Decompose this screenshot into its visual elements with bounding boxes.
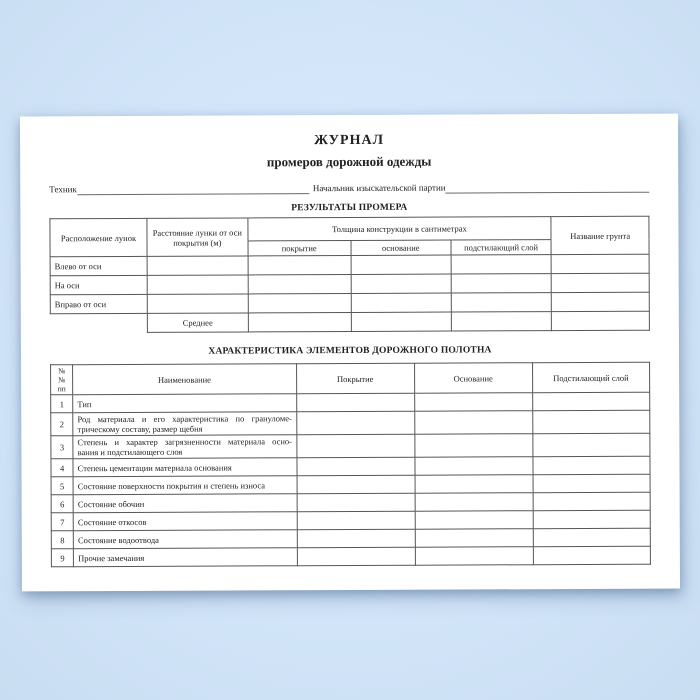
empty-cell (414, 393, 532, 412)
characteristics-table-body (51, 392, 651, 567)
row-name (73, 458, 296, 477)
col-underlayer-header: Подстилающий слой (532, 362, 650, 393)
row-label-on-axis: На оси (50, 275, 147, 294)
empty-cell (297, 457, 415, 476)
col-coating-header: Покрытие (296, 363, 414, 394)
col-base-header: Основание (414, 363, 532, 394)
row-name-line: Степень цементации материала основания (77, 462, 232, 473)
chief-label: Начальник изыскательской партии (312, 182, 446, 194)
row-name (73, 435, 297, 459)
row-number: 5 (51, 477, 73, 495)
number-header-line1: №№ (58, 366, 66, 385)
col-location-header: Расположение лунок (50, 218, 147, 256)
measure-section-heading: РЕЗУЛЬТАТЫ ПРОМЕРА (291, 202, 408, 214)
empty-cell (147, 275, 248, 294)
empty-cell (351, 255, 451, 274)
empty-cell (415, 475, 533, 494)
col-name-header: Наименование (73, 364, 297, 395)
row-number: 8 (51, 531, 73, 549)
empty-cell (451, 255, 552, 274)
table-row (51, 433, 650, 459)
table-row (51, 410, 650, 436)
row-name (74, 548, 297, 567)
signature-row (49, 182, 649, 196)
row-name-line: Степень и характер загрязненности материала осно- (77, 436, 292, 448)
row-number: 6 (51, 495, 73, 513)
row-label-left-of-axis: Влево от оси (50, 256, 147, 275)
row-name-line: Тип (77, 398, 92, 409)
table-row (50, 292, 649, 314)
table-row (50, 254, 649, 276)
row-name (73, 412, 297, 436)
empty-cell (552, 292, 650, 311)
average-label: Среднее (147, 313, 248, 332)
empty-cell (533, 528, 650, 547)
subcol-base-header: основание (351, 240, 451, 255)
empty-cell (451, 293, 552, 312)
empty-cell (147, 256, 248, 275)
empty-cell (248, 274, 351, 293)
number-header-line2: пп (57, 384, 66, 394)
row-number: 2 (51, 413, 73, 436)
chief-signature-line (446, 182, 650, 194)
empty-cell (532, 433, 650, 457)
empty-cell (415, 511, 533, 530)
characteristics-table (50, 362, 651, 568)
empty-cell (351, 274, 451, 293)
row-name (73, 530, 296, 549)
row-name-line: Состояние откосов (77, 516, 147, 527)
col-distance-header: Расстояние лунки от оси покрытия (м) (147, 218, 248, 256)
empty-cell (297, 547, 415, 566)
empty-cell (533, 510, 650, 529)
empty-cell (551, 273, 649, 292)
page-title: ЖУРНАЛ (314, 132, 385, 149)
empty-cell (147, 294, 248, 313)
empty-cell (551, 254, 649, 273)
col-thickness-group-header: Толщина конструкции в сантиметрах (248, 217, 552, 241)
empty-cell (297, 493, 415, 512)
row-label-right-of-axis: Вправо от оси (50, 294, 147, 313)
table-row (50, 273, 649, 295)
row-name (73, 394, 296, 413)
row-number: 7 (51, 513, 73, 531)
page-subtitle: промеров дорожной одежды (266, 153, 432, 170)
empty-cell (415, 457, 533, 476)
empty-cell (532, 392, 649, 411)
col-soil-header: Название грунта (551, 216, 649, 254)
empty-cell (297, 529, 415, 548)
technician-signature-line (77, 183, 309, 195)
empty-cell (296, 411, 414, 435)
empty-cell (451, 274, 552, 293)
technician-label: Техник (49, 184, 77, 195)
empty-cell (248, 255, 351, 274)
average-row (50, 311, 649, 333)
characteristics-section-heading: ХАРАКТЕРИСТИКА ЭЛЕМЕНТОВ ДОРОЖНОГО ПОЛОТНА (208, 345, 492, 357)
ghost-cell (50, 313, 147, 332)
empty-cell (297, 475, 415, 494)
subcol-underlayer-header: подстилающий слой (451, 240, 552, 255)
col-number-header (51, 365, 73, 395)
empty-cell (415, 547, 533, 566)
row-number: 1 (51, 395, 73, 413)
empty-cell (351, 293, 451, 312)
document-sheet (20, 114, 680, 592)
empty-cell (297, 511, 415, 530)
empty-cell (296, 434, 414, 458)
empty-cell (415, 493, 533, 512)
empty-cell (296, 393, 414, 412)
subcol-coating-header: покрытие (248, 240, 351, 255)
row-name (73, 476, 296, 495)
empty-cell (533, 546, 650, 565)
row-name (73, 494, 296, 513)
row-name (73, 512, 296, 531)
table-row (51, 546, 650, 567)
row-name-line: Состояние поверхности покрытия и степень износа (77, 479, 266, 491)
empty-cell (351, 312, 451, 331)
row-name-line: Род материала и его характеристика по грануломе- (77, 413, 292, 425)
row-name-line: трическому составу, размер щебня (77, 423, 203, 435)
measure-header-row-1 (50, 216, 649, 242)
measure-table (49, 216, 649, 334)
empty-cell (248, 293, 351, 312)
empty-cell (248, 312, 351, 331)
empty-cell (414, 411, 532, 435)
empty-cell (533, 456, 650, 475)
characteristics-header-row (51, 362, 650, 395)
row-name-line: Состояние водоотвода (77, 534, 159, 545)
row-name-line: вания и подстилающего слоя (77, 446, 183, 458)
empty-cell (552, 311, 650, 330)
empty-cell (451, 312, 552, 331)
row-number: 9 (51, 549, 73, 567)
empty-cell (533, 492, 650, 511)
empty-cell (532, 410, 650, 434)
row-number: 4 (51, 459, 73, 477)
empty-cell (415, 529, 533, 548)
empty-cell (533, 474, 650, 493)
empty-cell (414, 434, 532, 458)
row-name-line: Прочие замечания (78, 552, 145, 563)
row-number: 3 (51, 436, 73, 459)
row-name-line: Состояние обочин (77, 498, 145, 509)
